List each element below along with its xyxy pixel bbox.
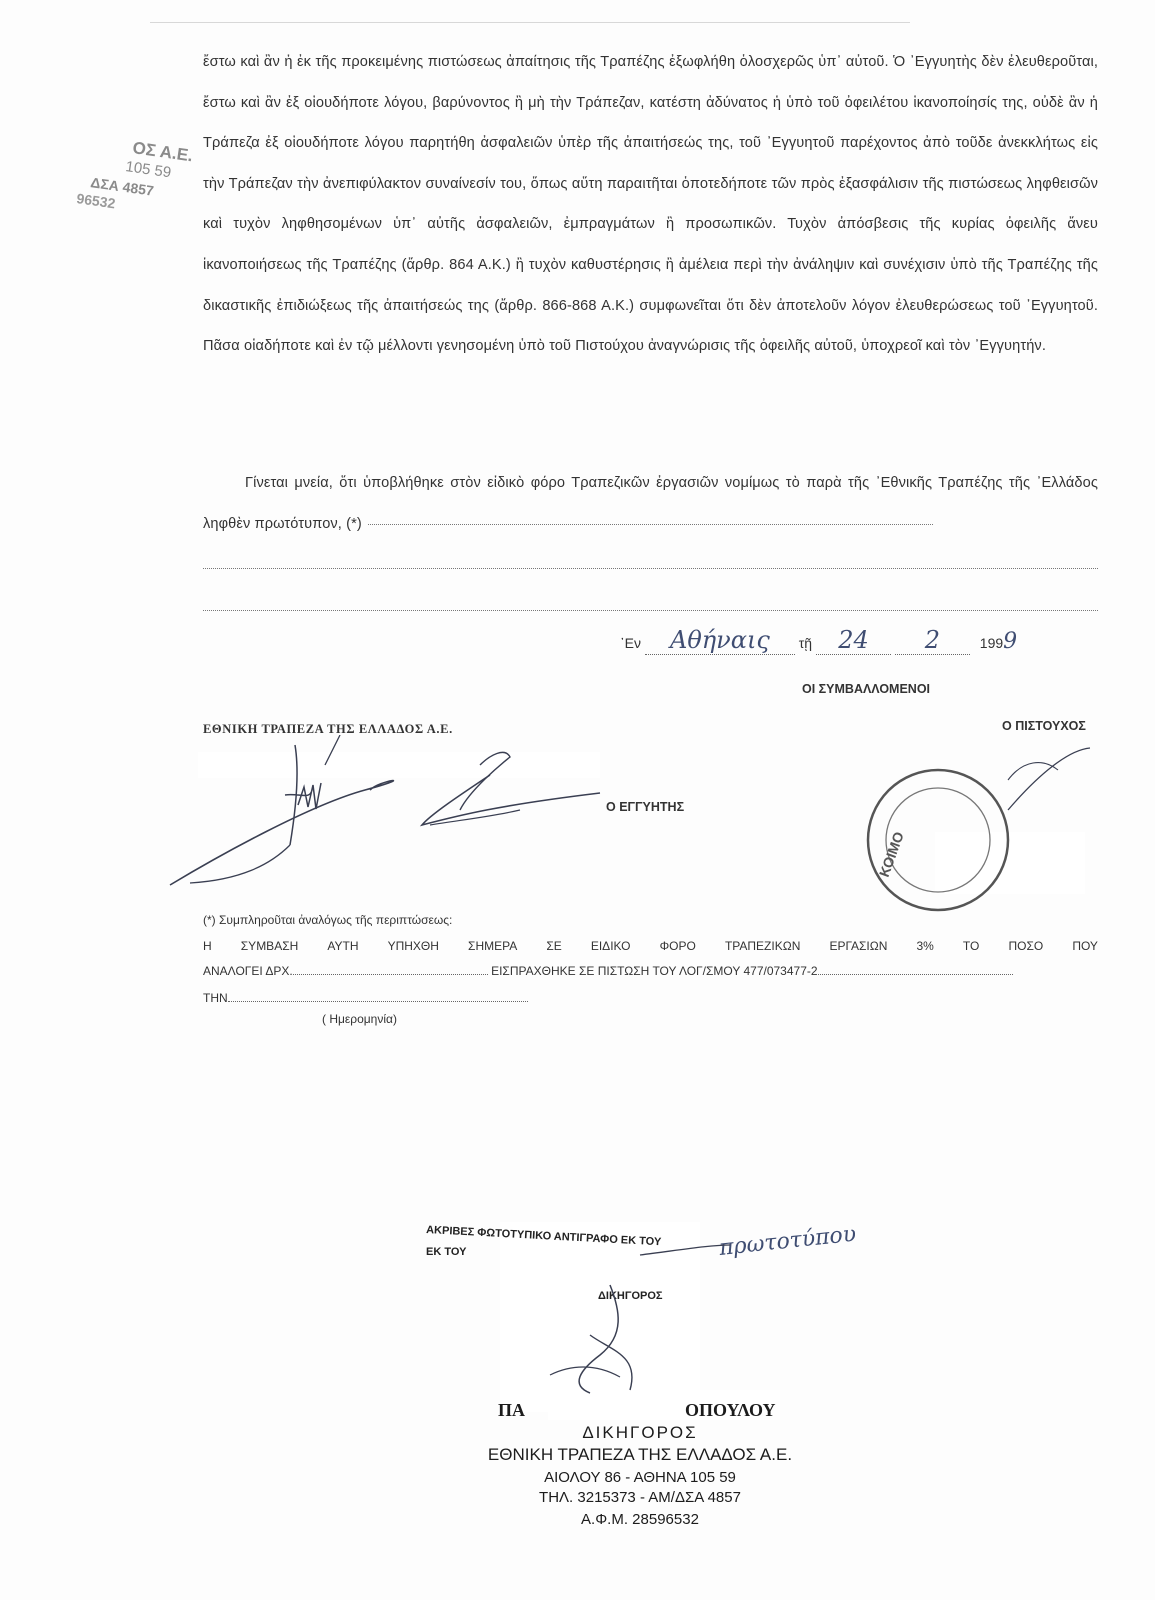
tax-mention-paragraph [203, 463, 1098, 544]
year-handwritten: 9 [1003, 629, 1018, 654]
year-field [979, 629, 1018, 654]
tax-mention-block [203, 463, 1098, 544]
contracting-parties-heading: ΟΙ ΣΥΜΒΑΛΛΟΜΕΝΟΙ [802, 682, 931, 696]
footnote-word: ΥΠΗΧΘΗ [387, 939, 439, 953]
svg-text:96532: 96532 [75, 190, 117, 212]
svg-text:ΕΚ ΤΟΥ: ΕΚ ΤΟΥ [426, 1246, 467, 1258]
account-text: ΕΙΣΠΡΑΧΘΗΚΕ ΣΕ ΠΙΣΤΩΣΗ ΤΟΥ ΛΟΓ/ΣΜΟΥ 477/073477-2 [491, 964, 818, 978]
svg-text:ΔΣΑ 4857: ΔΣΑ 4857 [89, 174, 155, 199]
certification-stamp-graphic [420, 1215, 900, 1415]
place-field [645, 626, 795, 655]
date-prefix: ᾿Εν [620, 635, 641, 651]
footnote-line-1 [203, 939, 1098, 953]
svg-text:ΑΚΡΙΒΕΣ ΦΩΤΟΤΥΠΙΚΟ ΑΝΤΙΓΡΑΦΟ Ε: ΑΚΡΙΒΕΣ ΦΩΤΟΤΥΠΙΚΟ ΑΝΤΙΓΡΑΦΟ ΕΚ ΤΟΥ [425, 1224, 662, 1249]
footnote-word: ΑΥΤΗ [327, 939, 359, 953]
tax-mention-text: Γίνεται μνεία, ὅτι ὑποβλήθηκε στὸν εἰδικὸ φόρο Τραπεζικῶν ἐργασιῶν νομίμως τὸ παρὰ τῆς ᾿Εθνικῆς Τραπέζης τῆς ᾿Ελλάδος ληφθὲν πρωτότυπον, (*) [203, 475, 1098, 532]
svg-text:ΟΣ Α.Ε.: ΟΣ Α.Ε. [131, 138, 195, 166]
svg-text:ΟΠΟΥΛΟΥ: ΟΠΟΥΛΟΥ [685, 1400, 776, 1420]
fill-in-dots [368, 523, 933, 525]
month-field [895, 626, 970, 655]
svg-text:105 59: 105 59 [124, 158, 173, 182]
guarantee-clause-paragraph [203, 42, 1098, 367]
date-dots [228, 1000, 528, 1002]
footnote-word: ΣΗΜΕΡΑ [468, 939, 518, 953]
date-field-label: ΤΗΝ [203, 991, 228, 1005]
date-line [620, 626, 1017, 655]
svg-text:ΠΑ: ΠΑ [498, 1400, 525, 1420]
footnote-line-3 [203, 991, 1098, 1005]
year-printed: 199 [979, 635, 1004, 651]
place-handwritten: Αθήναις [669, 626, 770, 654]
guarantee-clause-text: ἔστω καὶ ἂν ἡ ἐκ τῆς προκειμένης πιστώσεως ἀπαίτησις τῆς Τραπέζης ἐξωφλήθη ὁλοσχερῶς ὑπ᾿ αὐτοῦ. Ὁ ᾿Εγγυητὴς δὲν ἐλευθεροῦται, ἔστω καὶ ἂν ἐξ οἱουδήποτε λόγου, βαρύνοντος ἢ μὴ τὴν Τράπεζαν, κατέστη ἀδύνατος ἡ ὑπὸ τοῦ ὀφειλέτου ἱκανοποίησίς της, οὐδὲ ἂν ἡ Τράπεζα ἐξ οἱουδήποτε λόγου παρητήθη ἀσφαλειῶν ὑπὲρ τῆς ἀπαιτήσεώς της, τοῦ ᾿Εγγυητοῦ παρέχοντος ἀπὸ τοῦδε ἀνεκκλήτως εἰς τὴν Τράπεζαν τὴν ἀνεπιφύλακτον συναίνεσίν του, ὅπως αὕτη παραιτῆται ὁποτεδήποτε τῶν πρὸς ἐξασφάλισιν τῆς πιστώσεως ληφθεισῶν καὶ τυχὸν ληφθησομένων ὑπ᾿ αὐτῆς ἀσφαλειῶν, ἐμπραγμάτων ἢ προσωπικῶν. Τυχὸν ἀπόσβεσις τῆς κυρίας ὀφειλῆς ἄνευ ἱκανοποιήσεως τῆς Τραπέζης (ἄρθρ. 864 Α.Κ.) ἢ τυχὸν καθυστέρησις ἢ ἀμέλεια περὶ τὴν ἀνάληψιν καὶ συνέχισιν ὑπὸ τῆς Τραπέζης τῆς δικαστικῆς ἐπιδιώξεως τῆς ἀπαιτήσεώς της (ἄρθρ. 866-868 Α.Κ.) συμφωνεῖται ὅτι δὲν ἀποτελοῦν λόγον ἐλευθερώσεως τοῦ ᾿Εγγυητοῦ. Πᾶσα οἱαδήποτε καὶ ἐν τῷ μέλλοντι γενησομένη ὑπὸ τοῦ Πιστούχου ἀναγνώρισις τῆς ὀφειλῆς αὐτοῦ, ὑποχρεοῖ καὶ τὸν ᾿Εγγυητήν. [203, 54, 1098, 355]
blank-line-1 [203, 568, 1098, 569]
footnote-word: ΕΙΔΙΚΟ [590, 939, 631, 953]
date-sub-label: ( Ημερομηνία) [322, 1012, 397, 1026]
footnote-word: 3% [916, 939, 934, 953]
svg-text:ΚΟΙΜΟ: ΚΟΙΜΟ [875, 829, 907, 880]
round-stamp-graphic [858, 740, 1098, 940]
footnote-word: ΤΟ [962, 939, 980, 953]
footnote-word: ΕΡΓΑΣΙΩΝ [829, 939, 888, 953]
svg-text:ΕΘΝΙΚΗ ΤΡΑΠΕΖΑ ΤΗΣ ΕΛΛΑΔΟΣ Α.Ε: ΕΘΝΙΚΗ ΤΡΑΠΕΖΑ ΤΗΣ ΕΛΛΑΔΟΣ Α.Ε. [487, 1445, 793, 1464]
svg-text:ΔΙΚΗΓΟΡΟΣ: ΔΙΚΗΓΟΡΟΣ [582, 1423, 698, 1442]
month-handwritten: 2 [924, 626, 941, 654]
footnote-word: ΣΕ [546, 939, 562, 953]
date-conj: τῇ [798, 635, 813, 651]
svg-text:ΤΗΛ. 3215373 - ΑΜ/ΔΣΑ 4857: ΤΗΛ. 3215373 - ΑΜ/ΔΣΑ 4857 [539, 1489, 741, 1506]
top-border-line [150, 22, 910, 23]
day-handwritten: 24 [838, 626, 869, 654]
lawyer-stamp-graphic [480, 1398, 820, 1538]
day-field [816, 626, 891, 655]
svg-text:πρωτοτύπου: πρωτοτύπου [718, 1221, 858, 1261]
svg-text:ΑΙΟΛΟΥ 86 - ΑΘΗΝΑ 105 59: ΑΙΟΛΟΥ 86 - ΑΘΗΝΑ 105 59 [544, 1469, 736, 1486]
footnote-word: ΦΟΡΟ [659, 939, 696, 953]
borrower-party-label: Ο ΠΙΣΤΟΥΧΟΣ [1002, 719, 1086, 733]
footnote-word: ΠΟΥ [1072, 939, 1098, 953]
blank-line-2 [203, 610, 1098, 611]
footnote-word: Η [203, 939, 212, 953]
account-dots [818, 973, 1013, 975]
footnote-word: ΤΡΑΠΕΖΙΚΩΝ [724, 939, 801, 953]
footnote-word: ΣΥΜΒΑΣΗ [240, 939, 299, 953]
footnote-title: (*) Συμπληροῦται ἀναλόγως τῆς περιπτώσεως: [203, 913, 453, 927]
signatures-graphic [160, 735, 630, 895]
bleed-stamp-graphic [70, 115, 210, 215]
amount-dots [293, 973, 488, 975]
guarantor-party-label: Ο ΕΓΓΥΗΤΗΣ [606, 800, 685, 814]
amount-label: ΑΝΑΛΟΓΕΙ ΔΡΧ. [203, 964, 293, 978]
footnote-line-2 [203, 964, 1098, 978]
bank-party-label: ΕΘΝΙΚΗ ΤΡΑΠΕΖΑ ΤΗΣ ΕΛΛΑΔΟΣ Α.Ε. [203, 722, 453, 736]
footnote-word: ΠΟΣΟ [1008, 939, 1044, 953]
svg-text:ΔΙΚΗΓΟΡΟΣ: ΔΙΚΗΓΟΡΟΣ [598, 1290, 663, 1302]
svg-text:Α.Φ.Μ. 28596532: Α.Φ.Μ. 28596532 [581, 1511, 699, 1528]
